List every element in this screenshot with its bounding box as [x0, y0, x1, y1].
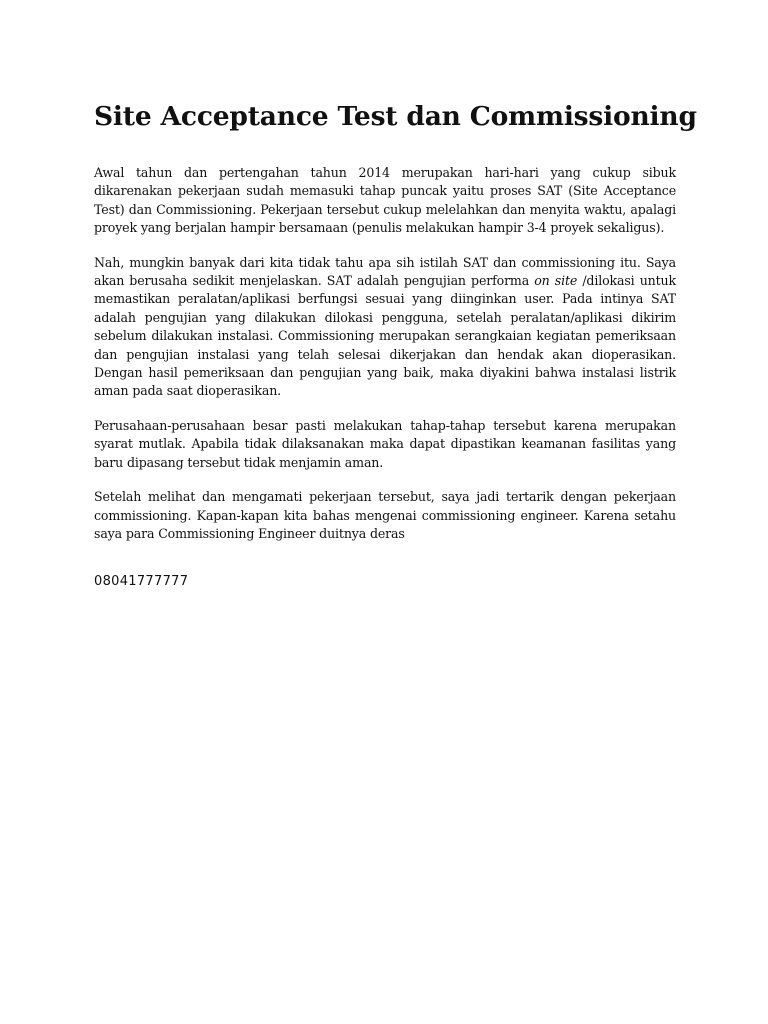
paragraph-explanation-text-start: Nah, mungkin banyak dari kita tidak tahu apa sih istilah SAT dan commissioning itu. Saya akan berusaha sedikit menjelaskan. SAT adalah pengujian performa	[94, 254, 676, 289]
paragraph-intro: Awal tahun dan pertengahan tahun 2014 merupakan hari-hari yang cukup sibuk dikarenakan pekerjaan sudah memasuki tahap puncak yaitu proses SAT (Site Acceptance Test) dan Commissioning. Pekerjaan tersebut cukup melelahkan dan menyita waktu, apalagi proyek yang berjalan hampir bersamaan (penulis melakukan hampir 3-4 proyek sekaligus).	[94, 165, 676, 236]
paragraph-explanation-text-end: /dilokasi untuk memastikan peralatan/aplikasi berfungsi sesuai yang diinginkan user. Pada intinya SAT adalah pengujian yang dilakukan dilokasi pengguna, setelah peralatan/aplikasi dikirim sebelum dilakukan instalasi. Commissioning merupakan serangkaian kegiatan pemeriksaan dan pengujian instalasi yang telah selesai dikerjakan dan hendak akan dioperasikan. Dengan hasil pemeriksaan dan pengujian yang baik, maka diyakini bahwa instalasi listrik aman pada saat dioperasikan.	[94, 273, 676, 399]
italic-term: on site	[534, 273, 578, 289]
paragraph-explanation	[94, 254, 676, 401]
paragraph-conclusion: Setelah melihat dan mengamati pekerjaan tersebut, saya jadi tertarik dengan pekerjaan commissioning. Kapan-kapan kita bahas mengenai commissioning engineer. Karena setahu saya para Commissioning Engineer duitnya deras	[94, 489, 676, 541]
document-body	[94, 100, 697, 591]
phone-number: 08041777777	[94, 574, 189, 590]
paragraph-companies: Perusahaan-perusahaan besar pasti melakukan tahap-tahap tersebut karena merupakan syarat mutlak. Apabila tidak dilaksanakan maka dapat dipastikan keamanan fasilitas yang baru dipasang tersebut tidak menjamin aman.	[94, 417, 676, 470]
page-title: Site Acceptance Test dan Commissioning	[94, 101, 697, 132]
